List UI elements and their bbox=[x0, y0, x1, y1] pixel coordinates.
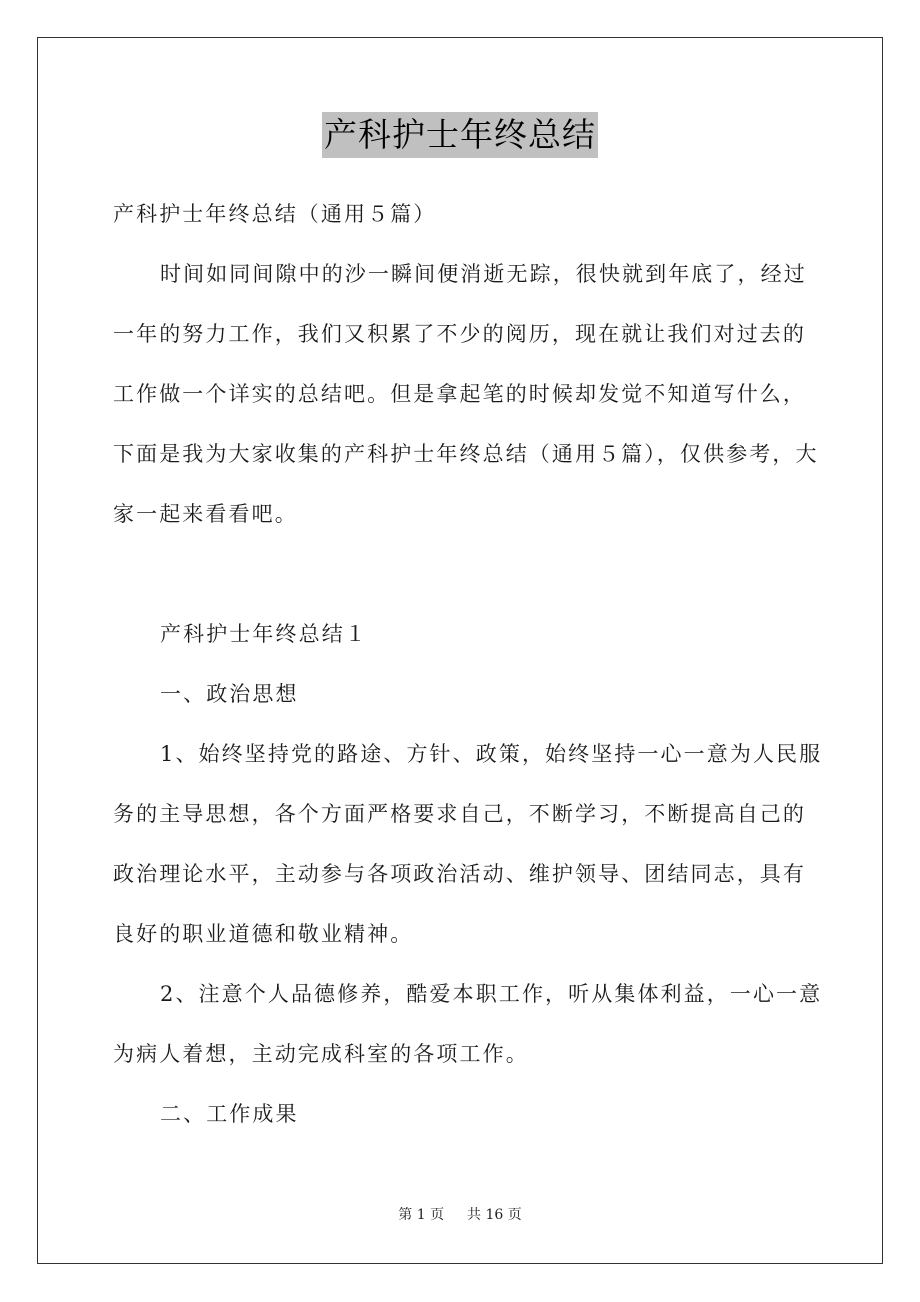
page-footer bbox=[0, 1204, 920, 1226]
blank-line bbox=[113, 544, 813, 604]
page-total: 共 16 页 bbox=[467, 1207, 522, 1223]
item-one-line: 1、始终坚持党的路途、方针、政策，始终坚持一心一意为人民服 bbox=[160, 742, 823, 766]
intro-line: 时间如同间隙中的沙一瞬间便消逝无踪，很快就到年底了，经过 bbox=[160, 262, 807, 286]
intro-line: 家一起来看看吧。 bbox=[113, 502, 298, 526]
intro-line: 工作做一个详实的总结吧。但是拿起笔的时候却发觉不知道写什么， bbox=[113, 382, 806, 406]
item-one-line: 务的主导思想，各个方面严格要求自己，不断学习，不断提高自己的 bbox=[113, 802, 806, 826]
document-subtitle: 产科护士年终总结（通用５篇） bbox=[113, 202, 437, 226]
document-body bbox=[113, 184, 823, 1144]
page-number: 第 1 页 bbox=[398, 1207, 445, 1223]
intro-line: 一年的努力工作，我们又积累了不少的阅历，现在就让我们对过去的 bbox=[113, 322, 806, 346]
item-two-line: 为病人着想，主动完成科室的各项工作。 bbox=[113, 1042, 529, 1066]
title-container bbox=[0, 112, 920, 158]
item-one-line: 政治理论水平，主动参与各项政治活动、维护领导、团结同志，具有 bbox=[113, 862, 806, 886]
document-title: 产科护士年终总结 bbox=[322, 112, 598, 158]
item-two-line: 2、注意个人品德修养，酷爱本职工作，听从集体利益，一心一意 bbox=[160, 982, 823, 1006]
intro-line: 下面是我为大家收集的产科护士年终总结（通用５篇），仅供参考，大 bbox=[113, 442, 819, 466]
part-one-heading: 一、政治思想 bbox=[160, 682, 299, 706]
section-heading: 产科护士年终总结１ bbox=[160, 622, 368, 646]
part-two-heading: 二、工作成果 bbox=[160, 1102, 299, 1126]
item-one-line: 良好的职业道德和敬业精神。 bbox=[113, 922, 414, 946]
